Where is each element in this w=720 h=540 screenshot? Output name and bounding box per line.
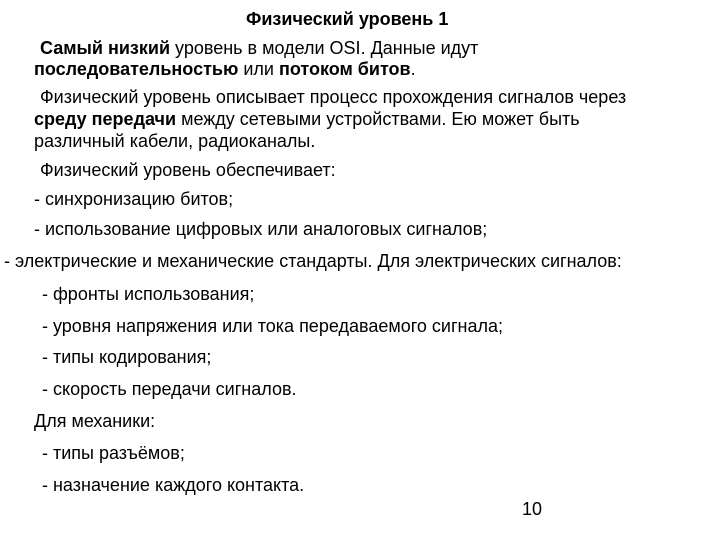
list-item: - типы разъёмов; — [42, 443, 185, 463]
list-item: - скорость передачи сигналов. — [42, 379, 297, 399]
paragraph-2-line-1: Физический уровень описывает процесс прохождения сигналов через — [40, 87, 627, 107]
list-item: - синхронизацию битов; — [34, 189, 234, 209]
list-item: - фронты использования; — [42, 284, 255, 304]
list-item: - электрические и механические стандарты. Для электрических сигналов: — [4, 251, 622, 271]
paragraph-3-intro: Физический уровень обеспечивает: — [40, 160, 336, 180]
paragraph-1-text-2: или — [238, 59, 279, 79]
paragraph-2-line-2 — [34, 108, 580, 130]
paragraph-2-text-1: между сетевыми устройствами. Ею может быть — [176, 109, 580, 129]
mechanics-heading: Для механики: — [34, 411, 156, 431]
list-item: - типы кодирования; — [42, 347, 212, 367]
paragraph-1-text-3: . — [410, 59, 416, 79]
bold-term-lowest: Самый низкий — [40, 38, 171, 58]
page-number: 10 — [522, 499, 543, 519]
bold-term-sequence: последовательностью — [34, 59, 239, 79]
paragraph-1-line-2 — [34, 58, 416, 80]
list-item: - использование цифровых или аналоговых сигналов; — [34, 219, 488, 239]
paragraph-2-line-3: различный кабели, радиоканалы. — [34, 131, 316, 151]
paragraph-1-text-1: уровень в модели OSI. Данные идут — [170, 38, 479, 58]
list-item: - уровня напряжения или тока передаваемого сигнала; — [42, 316, 503, 336]
bold-term-bit-stream: потоком битов — [278, 59, 411, 79]
list-item: - назначение каждого контакта. — [42, 475, 305, 495]
paragraph-1-line-1 — [40, 37, 478, 59]
slide-title: Физический уровень 1 — [246, 9, 449, 29]
bold-term-medium: среду передачи — [34, 109, 177, 129]
